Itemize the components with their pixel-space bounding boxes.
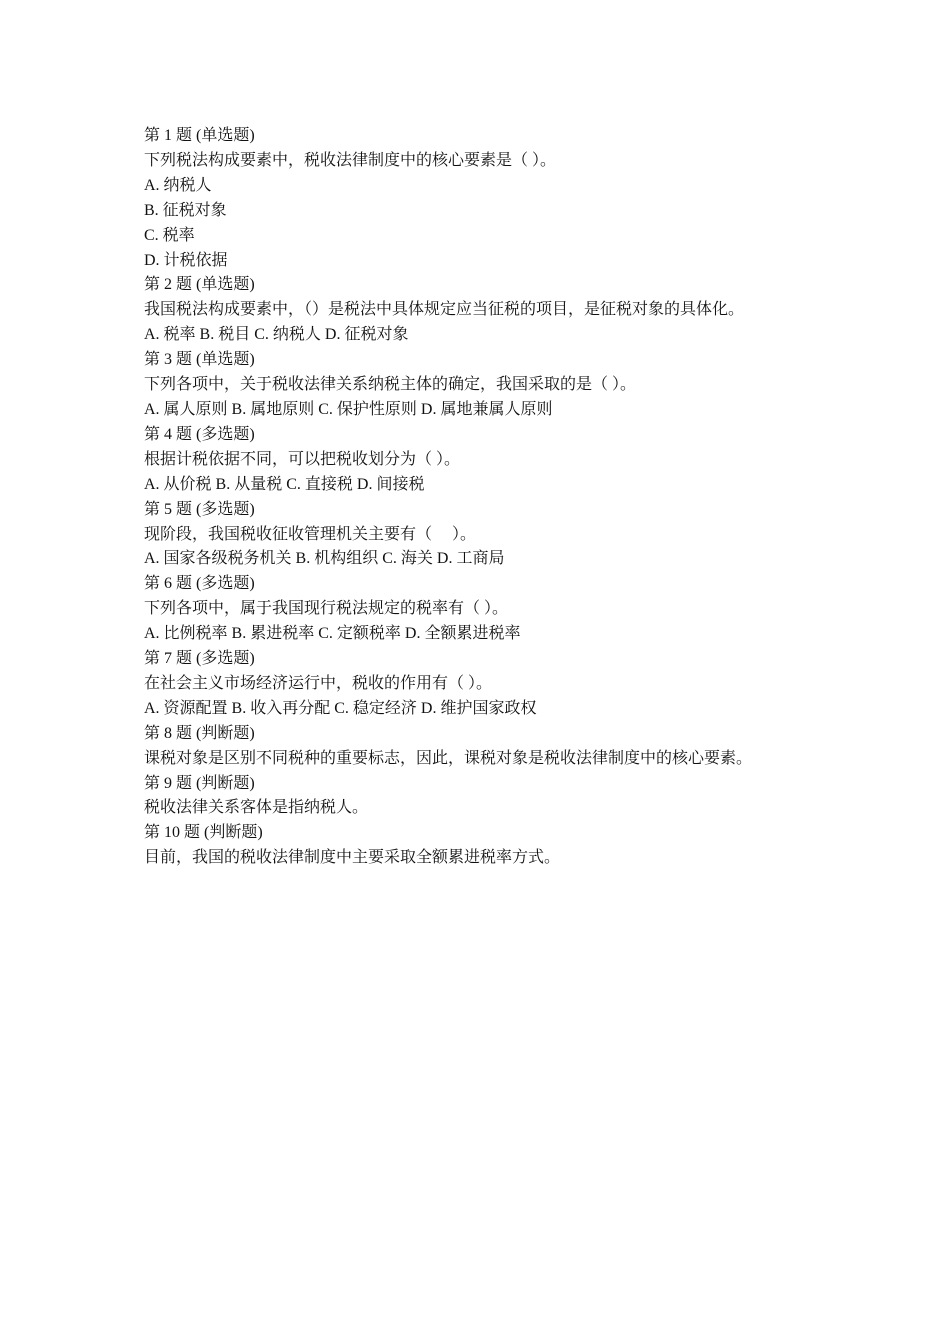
question-1-option-b: B. 征税对象 — [144, 201, 227, 219]
question-8-text: 课税对象是区别不同税种的重要标志，因此，课税对象是税收法律制度中的核心要素。 — [144, 749, 753, 767]
question-1-option-a: A. 纳税人 — [144, 176, 212, 194]
question-10-text: 目前，我国的税收法律制度中主要采取全额累进税率方式。 — [144, 849, 561, 867]
question-5-text: 现阶段，我国税收征收管理机关主要有（ ）。 — [144, 525, 477, 543]
question-7-text: 在社会主义市场经济运行中，税收的作用有（ ）。 — [144, 674, 493, 692]
question-4-heading: 第 4 题 (多选题) — [144, 425, 255, 443]
question-10-heading: 第 10 题 (判断题) — [144, 824, 263, 842]
question-6-text: 下列各项中，属于我国现行税法规定的税率有（ ）。 — [144, 600, 509, 618]
question-4-text: 根据计税依据不同，可以把税收划分为（ ）。 — [144, 450, 461, 468]
question-3-options: A. 属人原则 B. 属地原则 C. 保护性原则 D. 属地兼属人原则 — [144, 400, 553, 418]
question-2-text: 我国税法构成要素中，（）是税法中具体规定应当征税的项目，是征税对象的具体化。 — [144, 301, 745, 319]
question-1-heading: 第 1 题 (单选题) — [144, 127, 255, 144]
question-3-heading: 第 3 题 (单选题) — [144, 351, 255, 369]
question-1-option-d: D. 计税依据 — [144, 251, 228, 269]
question-5-heading: 第 5 题 (多选题) — [144, 500, 255, 518]
question-6-options: A. 比例税率 B. 累进税率 C. 定额税率 D. 全额累进税率 — [144, 625, 521, 643]
question-8-heading: 第 8 题 (判断题) — [144, 724, 255, 742]
question-1-option-c: C. 税率 — [144, 226, 195, 244]
question-list — [144, 124, 824, 871]
question-9-heading: 第 9 题 (判断题) — [144, 774, 255, 792]
question-9-text: 税收法律关系客体是指纳税人。 — [144, 799, 369, 817]
question-4-options: A. 从价税 B. 从量税 C. 直接税 D. 间接税 — [144, 475, 425, 493]
question-3-text: 下列各项中，关于税收法律关系纳税主体的确定，我国采取的是（ ）。 — [144, 376, 637, 394]
question-1-text: 下列税法构成要素中，税收法律制度中的核心要素是（ ）。 — [144, 151, 557, 169]
question-2-heading: 第 2 题 (单选题) — [144, 276, 255, 294]
question-2-options: A. 税率 B. 税目 C. 纳税人 D. 征税对象 — [144, 326, 409, 344]
question-5-options: A. 国家各级税务机关 B. 机构组织 C. 海关 D. 工商局 — [144, 550, 505, 568]
question-7-heading: 第 7 题 (多选题) — [144, 650, 255, 668]
question-6-heading: 第 6 题 (多选题) — [144, 575, 255, 593]
question-7-options: A. 资源配置 B. 收入再分配 C. 稳定经济 D. 维护国家政权 — [144, 699, 537, 717]
